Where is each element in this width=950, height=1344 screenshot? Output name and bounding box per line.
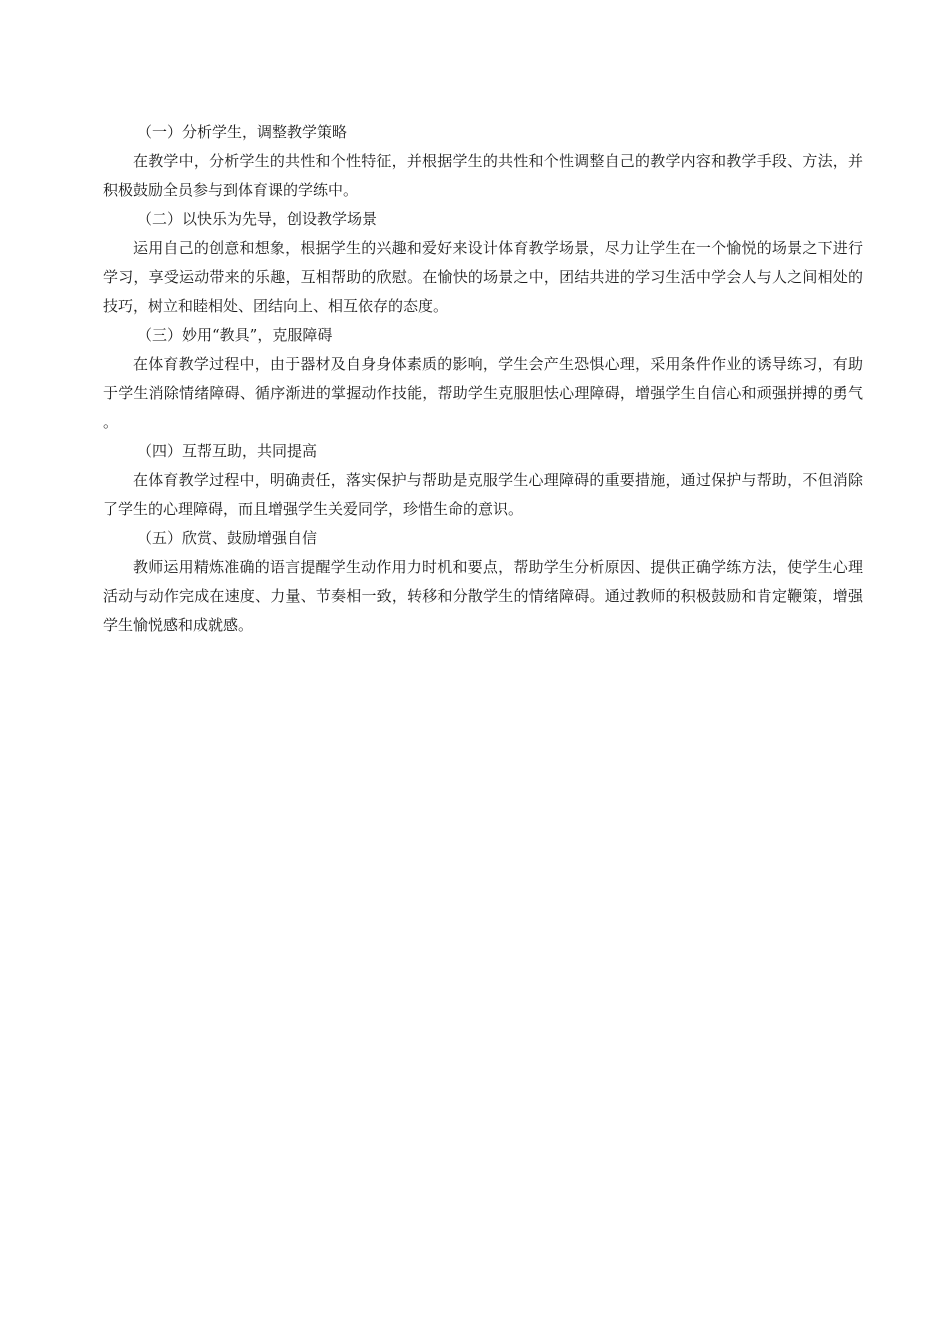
section-heading-1: （一）分析学生，调整教学策略 — [137, 123, 348, 141]
section-paragraph-5: 教师运用精炼准确的语言提醒学生动作用力时机和要点，帮助学生分析原因、提供正确学练方法，使学生心理活动与动作完成在速度、力量、节奏相一致，转移和分散学生的情绪障碍。通过教师的积极鼓励和肯定鞭策，增强学生愉悦感和成就感。 — [103, 558, 863, 634]
section-paragraph-3: 在体育教学过程中，由于器材及自身身体素质的影响，学生会产生恐惧心理，采用条件作业的诱导练习，有助于学生消除情绪障碍、循序渐进的掌握动作技能，帮助学生克服胆怯心理障碍，增强学生自信心和顽强拼搏的勇气。 — [103, 355, 863, 431]
section-heading-5: （五）欣赏、鼓励增强自信 — [137, 529, 318, 547]
section-heading-4: （四）互帮互助，共同提高 — [137, 442, 318, 460]
section-heading-2: （二）以快乐为先导，创设教学场景 — [137, 210, 378, 228]
section-paragraph-1: 在教学中，分析学生的共性和个性特征，并根据学生的共性和个性调整自己的教学内容和教学手段、方法，并积极鼓励全员参与到体育课的学练中。 — [103, 152, 863, 199]
section-paragraph-2: 运用自己的创意和想象，根据学生的兴趣和爱好来设计体育教学场景，尽力让学生在一个愉悦的场景之下进行学习，享受运动带来的乐趣，互相帮助的欣慰。在愉快的场景之中，团结共进的学习生活中学会人与人之间相处的技巧，树立和睦相处、团结向上、相互依存的态度。 — [103, 239, 863, 315]
document-body — [103, 118, 863, 640]
section-heading-3: （三）妙用“教具”，克服障碍 — [137, 326, 333, 344]
section-paragraph-4: 在体育教学过程中，明确责任，落实保护与帮助是克服学生心理障碍的重要措施，通过保护与帮助，不但消除了学生的心理障碍，而且增强学生关爱同学，珍惜生命的意识。 — [103, 471, 863, 518]
